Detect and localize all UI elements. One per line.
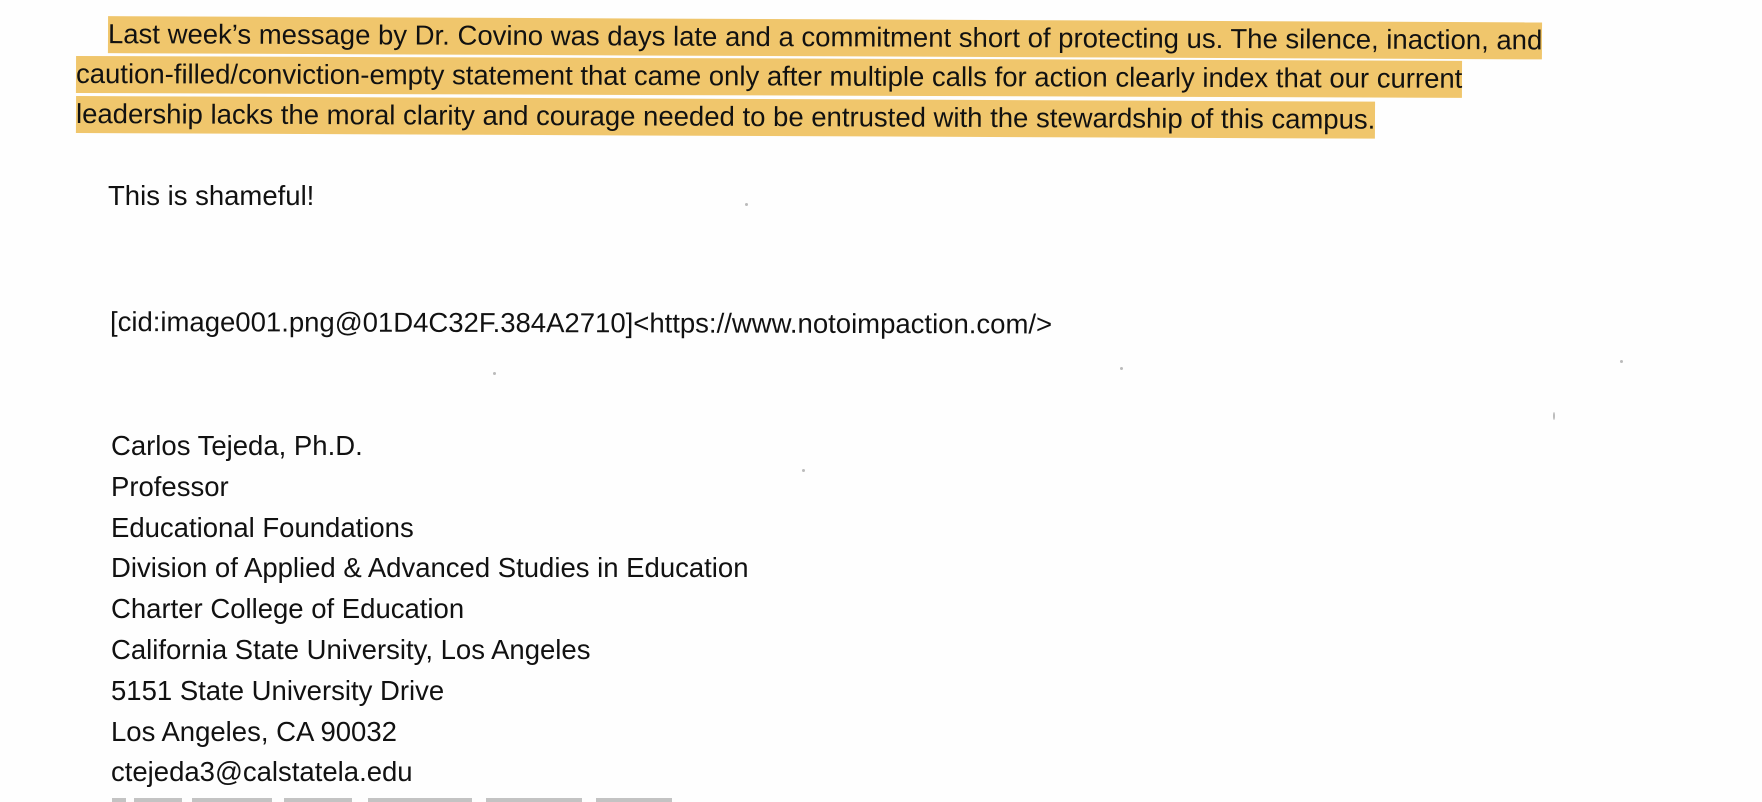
scan-speck [802, 469, 805, 472]
exclamation-text: This is shameful! [108, 180, 315, 211]
paragraph-line-3 [76, 94, 1676, 141]
email-signature [111, 426, 749, 793]
scan-speck [493, 372, 496, 375]
signature-department: Educational Foundations [111, 511, 414, 543]
signature-email[interactable]: ctejeda3@calstatela.edu [111, 756, 413, 788]
image-reference-link[interactable]: [cid:image001.png@01D4C32F.384A2710]<https://www.notoimpaction.com/> [109, 306, 1053, 340]
signature-college: Charter College of Education [111, 593, 465, 625]
cut-off-text-line [112, 798, 732, 802]
signature-name: Carlos Tejeda, Ph.D. [111, 430, 363, 461]
signature-title: Professor [111, 470, 229, 502]
highlighted-text: leadership lacks the moral clarity and courage needed to be entrusted with the stewardship of this campus. [76, 96, 1375, 139]
signature-city: Los Angeles, CA 90032 [111, 715, 397, 747]
highlighted-text: Last week’s message by Dr. Covino was days late and a commitment short of protecting us. The silence, inaction, and [108, 16, 1542, 59]
scan-speck [1620, 360, 1623, 363]
scan-speck [1553, 412, 1555, 420]
highlighted-text: caution-filled/conviction-empty statement that came only after multiple calls for action clearly index that our current [76, 56, 1462, 98]
signature-street: 5151 State University Drive [111, 674, 445, 706]
highlighted-paragraph [76, 14, 1676, 134]
signature-university: California State University, Los Angeles [111, 633, 591, 665]
scan-speck [745, 203, 748, 206]
scan-speck [1120, 367, 1123, 370]
signature-division: Division of Applied & Advanced Studies in Education [111, 552, 749, 584]
paragraph-line-2 [76, 54, 1676, 100]
